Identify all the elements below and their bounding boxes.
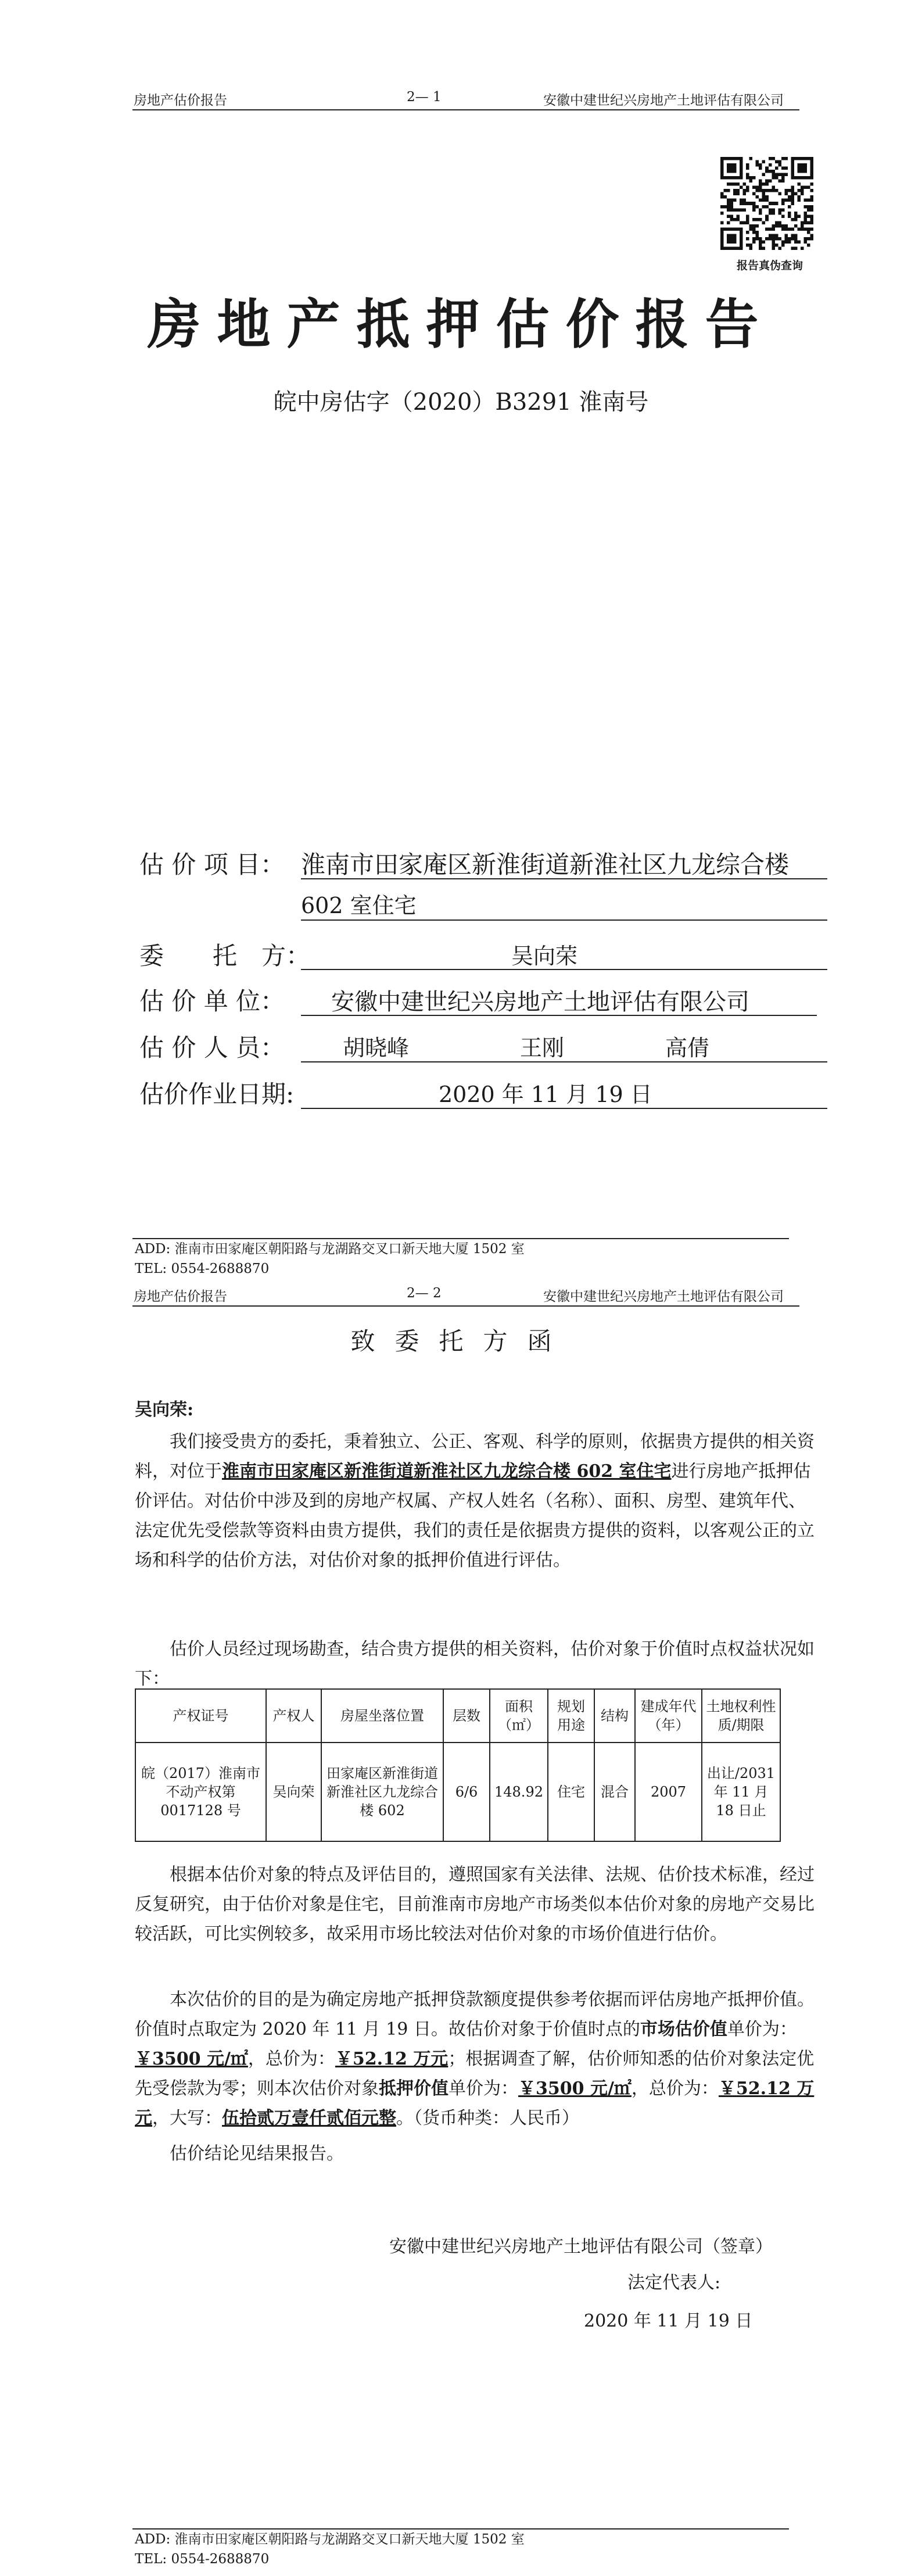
underline (301, 878, 827, 879)
staff-name-1: 胡晓峰 (343, 1035, 410, 1061)
paragraph-2: 估价人员经过现场勘查，结合贵方提供的相关资料，估价对象于价值时点权益状况如下： (135, 1639, 815, 1689)
footer-address: ADD: 淮南市田家庵区朝阳路与龙湖路交叉口新天地大厦 1502 室 (135, 1242, 525, 1257)
underline (301, 1061, 827, 1062)
header-page: 2— 2 (407, 1286, 442, 1301)
report-title: 房地产抵押估价报告 (147, 293, 775, 356)
date-value: 2020 年 11 月 19 日 (439, 1082, 652, 1107)
table-cell: 住宅 (548, 1743, 594, 1841)
table-header: 土地权利性质/期限 (702, 1689, 780, 1743)
table-cell: 田家庵区新淮街道新淮社区九龙综合楼 602 (321, 1743, 443, 1841)
market-total-price: ￥52.12 万元 (335, 2049, 449, 2069)
total-in-words: 伍拾贰万壹仟贰佰元整 (222, 2108, 396, 2128)
paragraph-1: 我们接受贵方的委托，秉着独立、公正、客观、科学的原则，依据贵方提供的相关资料，对位于淮南市田家庵区新淮街道新淮社区九龙综合楼 602 室住宅进行房地产抵押估价评估。对估价中涉及到的房地产权属、产权人姓名（名称）、面积、房型、建筑年代、法定优先受偿款等资料由贵方提供，我们的责任是依据贵方提供的资料，以客观公正的立场和科学的估价方法，对估价对象的抵押价值进行评估。 (135, 1432, 815, 1570)
table-header: 规划用途 (548, 1689, 594, 1743)
market-unit-price: ￥3500 元/㎡ (135, 2049, 248, 2069)
field-label: 估 价 人 员： (139, 1033, 285, 1062)
paragraph-4: 本次估价的目的是为确定房地产抵押贷款额度提供参考依据而评估房地产抵押价值。价值时点取定为 2020 年 11 月 19 日。故估价对象于价值时点的市场估价值单价为：￥3500 元/㎡，总价为：￥52.12 万元；根据调查了解，估价师知悉的估价对象法定优先受偿款为零；则本次估价对象抵押价值单价为：￥3500 元/㎡，总价为：￥52.12 万元，大写：伍拾贰万壹仟贰佰元整。（货币种类：人民币） (135, 1990, 815, 2128)
table-header: 面积（㎡） (490, 1689, 548, 1743)
report-number: 皖中房估字（2020）B3291 淮南号 (273, 389, 649, 416)
header-right: 安徽中建世纪兴房地产土地评估有限公司 (543, 1289, 784, 1304)
signature-company: 安徽中建世纪兴房地产土地评估有限公司（签章） (389, 2237, 773, 2257)
table-header: 房屋坐落位置 (321, 1689, 443, 1743)
header-right: 安徽中建世纪兴房地产土地评估有限公司 (543, 93, 784, 108)
property-location: 淮南市田家庵区新淮街道新淮社区九龙综合楼 602 室住宅 (222, 1461, 672, 1482)
header-rule (132, 1305, 799, 1307)
table-header: 层数 (443, 1689, 490, 1743)
legal-representative: 法定代表人: (627, 2273, 721, 2293)
market-value-label: 市场估价值 (640, 2019, 727, 2040)
field-label: 估价作业日期: (139, 1080, 295, 1108)
table-header: 建成年代（年） (635, 1689, 702, 1743)
qr-caption: 报告真伪查询 (736, 259, 803, 272)
project-value: 淮南市田家庵区新淮街道新淮社区九龙综合楼 (301, 850, 790, 879)
table-cell: 出让/2031 年 11 月 18 日止 (702, 1743, 780, 1841)
staff-name-2: 王刚 (520, 1035, 565, 1061)
table-cell: 混合 (594, 1743, 635, 1841)
client-value: 吴向荣 (511, 943, 578, 969)
table-cell: 6/6 (443, 1743, 490, 1841)
table-row (135, 1743, 780, 1841)
underline (301, 1108, 827, 1109)
table-cell: 148.92 (490, 1743, 548, 1841)
field-label: 估 价 单 位： (139, 987, 285, 1015)
table-header: 产权人 (266, 1689, 321, 1743)
underline (301, 920, 827, 921)
footer-tel: TEL: 0554-2688870 (135, 2552, 270, 2567)
footer-tel: TEL: 0554-2688870 (135, 1261, 270, 1276)
field-label: 估 价 项 目： (139, 850, 285, 879)
table-cell: 皖（2017）淮南市不动产权第 0017128 号 (135, 1743, 266, 1841)
header-left: 房地产估价报告 (134, 93, 227, 108)
header-rule (132, 109, 799, 110)
table-cell: 吴向荣 (266, 1743, 321, 1841)
project-value-line2: 602 室住宅 (301, 893, 417, 918)
header-left: 房地产估价报告 (134, 1289, 227, 1304)
mortgage-unit-price: ￥3500 元/㎡ (518, 2078, 632, 2099)
appraiser-value: 安徽中建世纪兴房地产土地评估有限公司 (331, 989, 749, 1015)
underline (301, 969, 827, 970)
table-cell: 2007 (635, 1743, 702, 1841)
underline (301, 1015, 817, 1016)
table-header-row (135, 1689, 780, 1743)
running-header (0, 86, 922, 109)
paragraph-3: 根据本估价对象的特点及评估目的，遵照国家有关法律、法规、估价技术标准，经过反复研究，由于估价对象是住宅，目前淮南市房地产市场类似本估价对象的房地产交易比较活跃，可比实例较多，故采用市场比较法对估价对象的市场价值进行估价。 (135, 1865, 815, 1944)
mortgage-value-label: 抵押价值 (379, 2078, 449, 2099)
qr-code-icon (720, 157, 813, 250)
letter-title: 致委托方函 (350, 1327, 572, 1355)
salutation: 吴向荣: (135, 1400, 194, 1420)
running-header (0, 1282, 922, 1305)
mortgage-total-price: ￥52.12 万元 (135, 2078, 815, 2128)
footer-address: ADD: 淮南市田家庵区朝阳路与龙湖路交叉口新天地大厦 1502 室 (135, 2532, 525, 2547)
staff-name-3: 高倩 (665, 1035, 710, 1061)
table-header: 结构 (594, 1689, 635, 1743)
table-header: 产权证号 (135, 1689, 266, 1743)
signature-date: 2020 年 11 月 19 日 (584, 2311, 753, 2331)
header-page: 2— 1 (407, 90, 442, 105)
property-table (135, 1688, 781, 1842)
field-label: 委 托 方： (139, 942, 311, 970)
paragraph-5: 估价结论见结果报告。 (170, 2144, 344, 2164)
